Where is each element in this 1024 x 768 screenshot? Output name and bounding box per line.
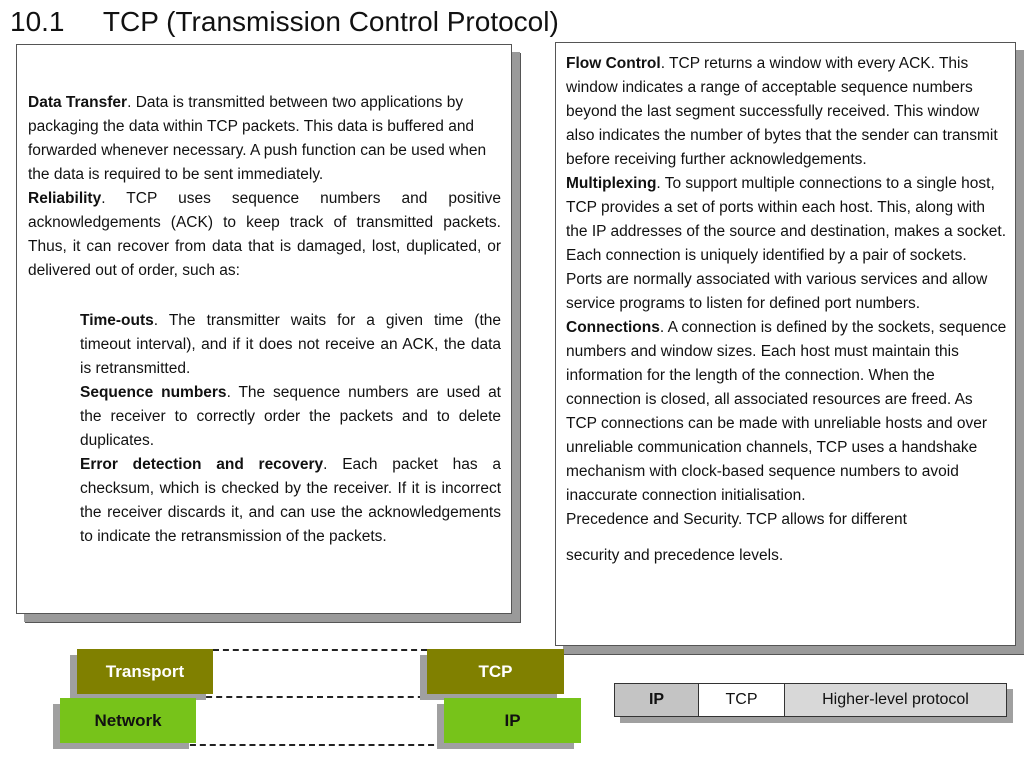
reliability-text: . TCP uses sequence numbers and positive acknowledgements (ACK) to keep track of transmitted packets. Thus, it can recover from data that is damaged, lost, duplicated, or delivered out of order, such as: (28, 190, 501, 279)
network-layer-box (60, 698, 196, 743)
precedence-tail: security and precedence levels. (566, 547, 784, 564)
timeouts-paragraph (80, 309, 501, 381)
ip-layer-box (444, 698, 581, 743)
data-transfer-paragraph (28, 91, 501, 187)
error-detection-text: . Each packet has a checksum, which is checked by the receiver. If it is incorrect the receiver discards it, and can use the acknowledgements to indicate the retransmission of the packets. (80, 456, 501, 545)
slide-title (10, 4, 559, 40)
precedence-paragraph: Precedence and Security. TCP allows for different (566, 511, 907, 528)
ip-label: IP (504, 710, 521, 730)
reliability-paragraph (28, 187, 501, 283)
multiplexing-paragraph (566, 172, 1007, 316)
slide-number: 10.1 (10, 6, 65, 37)
tcp-layer-box (427, 649, 564, 694)
header-higher-level-cell: Higher-level protocol (785, 683, 1007, 717)
spacer (28, 283, 501, 309)
slide-title-text: TCP (Transmission Control Protocol) (102, 6, 559, 37)
timeouts-text: . The transmitter waits for a given time (the timeout interval), and if it does not receive an ACK, the data is retransmitted. (80, 312, 501, 377)
spacer (566, 532, 1007, 544)
data-transfer-text: . Data is transmitted between two applications by packaging the data within TCP packets. This data is buffered and forwarded whenever necessary. A push function can be used when the data is required to be sent immediately. (28, 94, 487, 183)
transport-layer-box (77, 649, 213, 694)
network-label: Network (94, 710, 162, 730)
dashed-line-middle (196, 696, 444, 698)
sequence-numbers-text: . The sequence numbers are used at the receiver to correctly order the packets and to delete duplicates. (80, 384, 501, 449)
left-text-box (16, 44, 512, 614)
flow-control-text: . TCP returns a window with every ACK. This window indicates a range of acceptable sequence numbers beyond the last segment successfully received. This window also indicates the number of bytes that the sender can transmit before receiving further acknowledgements. (566, 55, 998, 168)
connections-paragraph (566, 316, 1007, 508)
header-ip-cell: IP (614, 683, 699, 717)
multiplexing-term: Multiplexing (566, 175, 657, 192)
flow-control-term: Flow Control (566, 55, 661, 72)
reliability-term: Reliability (28, 190, 102, 207)
flow-control-paragraph (566, 52, 1007, 172)
tcp-label: TCP (478, 661, 513, 681)
transport-label: Transport (105, 661, 185, 681)
timeouts-term: Time-outs (80, 312, 154, 329)
sequence-numbers-term: Sequence numbers (80, 384, 227, 401)
multiplexing-text: . To support multiple connections to a single host, TCP provides a set of ports within each host. This, along with the IP addresses of the source and destination, makes a socket. Each connection is uniquely identified by a pair of sockets. Ports are normally associated with various services and allow service programs to listen for defined port numbers. (566, 175, 1007, 312)
right-text-box (555, 42, 1016, 646)
header-tcp-cell: TCP (699, 683, 785, 717)
dashed-line-top (213, 649, 427, 651)
connections-text: . A connection is defined by the sockets, sequence numbers and window sizes. Each host must maintain this information for the length of the connection. When the connection is closed, all associated resources are freed. As TCP connections can be made with unreliable hosts and over unreliable communication channels, TCP uses a handshake mechanism with clock-based sequence numbers to avoid inaccurate connection initialisation. (566, 319, 1007, 504)
error-detection-term: Error detection and recovery (80, 456, 324, 473)
protocol-header-row (614, 683, 1007, 717)
connections-term: Connections (566, 319, 660, 336)
dashed-line-bottom (180, 744, 444, 746)
data-transfer-term: Data Transfer (28, 94, 128, 111)
sequence-numbers-paragraph (80, 381, 501, 453)
error-detection-paragraph (80, 453, 501, 549)
